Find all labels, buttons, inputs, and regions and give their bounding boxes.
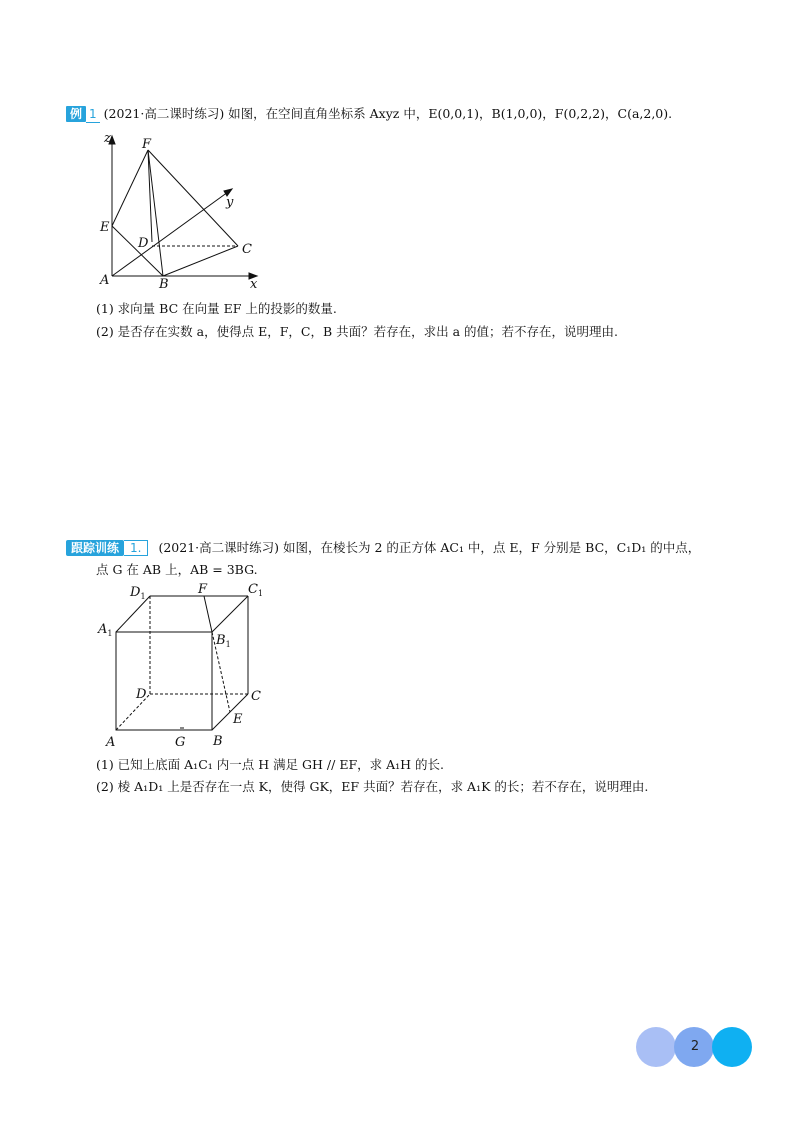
- label-D: D: [138, 236, 149, 251]
- practice1-intro-line1: [66, 540, 700, 556]
- practice1-q2: (2) 棱 A₁D₁ 上是否存在一点 K，使得 GK，EF 共面？若存在，求 A₁K 的长；若不存在，说明理由.: [96, 779, 649, 794]
- edge-FC: [148, 150, 238, 246]
- practice1-intro1: (2021·高二课时练习) 如图，在棱长为 2 的正方体 AC₁ 中，点 E，F 分别是 BC，C₁D₁ 的中点，: [158, 540, 701, 555]
- practice-tag: 跟踪训练: [66, 540, 124, 556]
- label-x: x: [250, 277, 258, 290]
- label-B1: $B_1$: [216, 633, 231, 649]
- label-F: F: [198, 582, 208, 597]
- label-A: A: [100, 273, 110, 288]
- label-A1: $A_1$: [98, 622, 113, 638]
- label-y: y: [226, 195, 234, 210]
- y-axis: [112, 192, 228, 276]
- practice1-intro2: 点 G 在 AB 上，AB = 3BG.: [96, 562, 258, 577]
- label-D: D: [136, 687, 147, 702]
- example-tag: 例: [66, 106, 86, 122]
- edge-B1C1: [212, 596, 248, 632]
- label-E: E: [233, 712, 243, 727]
- example1-intro-line: [66, 106, 672, 123]
- label-E: E: [100, 220, 110, 235]
- edge-BC: [163, 246, 238, 276]
- practice1-q1: (1) 已知上底面 A₁C₁ 内一点 H 满足 GH // EF，求 A₁H 的长.: [96, 757, 444, 772]
- cube-figure: [96, 582, 282, 754]
- edge-FB1: [204, 596, 212, 632]
- label-F: F: [142, 137, 152, 152]
- label-C: C: [251, 689, 261, 704]
- example1-q2: (2) 是否存在实数 a，使得点 E，F，C，B 共面？若存在，求出 a 的值；若不存在，说明理由.: [96, 324, 618, 339]
- example-number: 1: [86, 106, 100, 123]
- edge-FE: [112, 150, 148, 226]
- label-C: C: [242, 242, 252, 257]
- example1-q1: (1) 求向量 BC 在向量 EF 上的投影的数量.: [96, 301, 337, 316]
- tetrahedron-figure: [90, 128, 270, 290]
- circle-right: [712, 1027, 752, 1067]
- label-B: B: [213, 734, 223, 749]
- edge-EB: [112, 226, 163, 276]
- label-B: B: [159, 277, 169, 290]
- label-A: A: [106, 735, 116, 750]
- label-D1: $D_1$: [130, 585, 146, 601]
- circle-left: [636, 1027, 676, 1067]
- edge-A1D1: [116, 596, 150, 632]
- label-C1: $C_1$: [248, 582, 264, 598]
- practice-number: 1.: [124, 540, 148, 556]
- label-G: G: [175, 735, 186, 750]
- example1-intro: (2021·高二课时练习) 如图，在空间直角坐标系 Axyz 中，E(0,0,1)，B(1,0,0)，F(0,2,2)，C(a,2,0).: [103, 106, 673, 121]
- page-number: 2: [690, 1039, 700, 1054]
- label-z: z: [104, 131, 111, 146]
